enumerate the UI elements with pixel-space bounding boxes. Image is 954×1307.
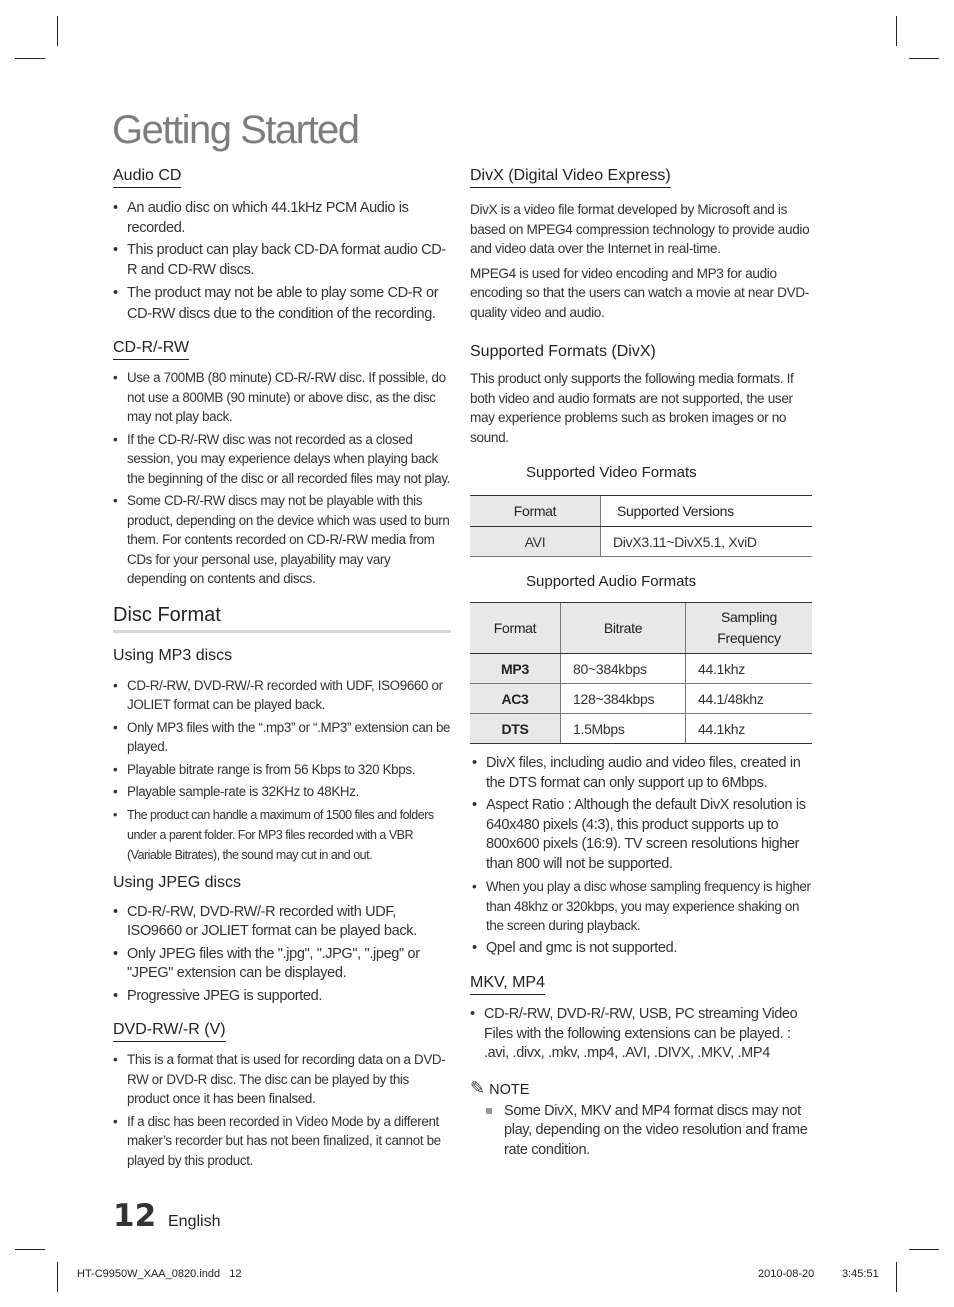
paragraph: MPEG4 is used for video encoding and MP3 for audio encoding so that the users can watch a movie at near DVD-quality video and audio. [470,265,809,320]
crop-mark [896,16,897,46]
table-cell: 80~384kbps [561,654,686,684]
list-item: • Progressive JPEG is supported. [113,987,451,1007]
paragraph: This product only supports the following media formats. If both video and audio formats are not supported, the user may experience problems such as broken images or no sound. [470,371,794,445]
section-supported-formats [470,342,812,447]
page-number: 12 [113,1198,157,1234]
table-cell: 44.1/48khz [686,684,813,714]
list-item: • Playable sample-rate is 32KHz to 48KHz. [113,782,451,802]
bullet-list [113,676,451,865]
note-heading [470,1078,812,1100]
bullet-list [470,754,812,958]
table-cell: 44.1khz [686,654,813,684]
section-heading: Supported Formats (DivX) [470,343,656,360]
table-cell: DivX3.11~DivX5.1, XviD [601,527,813,557]
paragraph: DivX is a video file format developed by Microsoft and is based on MPEG4 compression technology to provide audio and video data over the Internet in real-time. [470,202,810,256]
list-item: • DivX files, including audio and video files, created in the DTS format can only support up to 6Mbps. [472,754,812,793]
list-item: • When you play a disc whose sampling frequency is higher than 48khz or 320kbps, you may experience shaking on the screen during playback. [472,877,812,936]
section-cdr [113,338,451,589]
slug-time: 3:45:51 [842,1268,879,1280]
table-header-cell: Format [470,496,601,527]
list-item: • CD-R/-RW, DVD-RW/-R recorded with UDF, ISO9660 or JOLIET format can be played back. [113,903,451,942]
slug-file: HT-C9950W_XAA_0820.indd 12 [77,1268,242,1280]
section-dvdrw [113,1020,451,1170]
table-row [470,654,812,684]
table-row [470,714,812,744]
note-list [470,1102,812,1161]
table-cell: 44.1khz [686,714,813,744]
list-item: • The product can handle a maximum of 1500 files and folders under a parent folder. For MP3 files recorded with a VBR (Variable Bitrates), the sound may cut in and out. [113,805,451,865]
table-cell: DTS [470,714,561,744]
note-box [470,1078,812,1161]
table-cell: 128~384kbps [561,684,686,714]
list-item: • Aspect Ratio : Although the default DivX resolution is 640x480 pixels (4:3), this product supports up to 800x600 pixels (16:9). TV screen resolutions higher than 800 will not be supported. [472,796,812,874]
video-formats-table [470,495,812,557]
section-heading: CD-R/-RW [113,338,189,360]
section-disc-format [113,602,451,633]
section-heading: Audio CD [113,166,181,188]
list-item: • Only MP3 files with the “.mp3” or “.MP3” extension can be played. [113,718,451,757]
list-item: • If a disc has been recorded in Video Mode by a different maker’s recorder but has not been finalized, it cannot be played by this product. [113,1112,451,1171]
table-row [470,527,812,557]
list-item: • CD-R/-RW, DVD-RW/-R recorded with UDF, ISO9660 or JOLIET format can be played back. [113,676,451,715]
section-jpeg [113,873,451,1007]
table-header-row [470,496,812,527]
page-title: Getting Started [112,108,359,152]
audio-formats-table [470,602,812,744]
table-cell: AVI [470,527,601,557]
table-header-cell: Format [470,603,561,654]
section-audio-cd [113,166,451,325]
crop-mark [57,1262,58,1292]
table-header-cell: Bitrate [561,603,686,654]
table-cell: AC3 [470,684,561,714]
crop-mark [15,1249,45,1250]
bullet-list [470,1005,812,1064]
list-item: • Use a 700MB (80 minute) CD-R/-RW disc. If possible, do not use a 800MB (90 minute) or above disc, as the disc may not play back. [113,368,451,427]
bullet-list [113,903,451,1007]
list-item: • If the CD-R/-RW disc was not recorded as a closed session, you may experience delays when playing back the beginning of the disc or all recorded files may not play. [113,430,451,489]
pencil-icon: ✎ [470,1077,486,1098]
section-heading: MKV, MP4 [470,973,545,995]
table-caption: Supported Audio Formats [526,573,697,590]
right-column [470,166,812,1160]
table-cell: 1.5Mbps [561,714,686,744]
list-item: • The product may not be able to play some CD-R or CD-RW discs due to the condition of the recording. [113,283,451,325]
crop-mark [57,16,58,46]
table-header-row [470,603,812,654]
language-label: English [168,1213,221,1230]
table-cell: MP3 [470,654,561,684]
section-mp3 [113,646,451,865]
crop-mark [15,58,45,59]
header-line: Sampling [721,609,777,625]
section-heading: DivX (Digital Video Express) [470,166,671,188]
table-header-cell: Supported Versions [601,496,813,527]
table-caption: Supported Video Formats [526,464,697,481]
table-row [470,684,812,714]
section-mkv [470,973,812,1064]
list-item: • Qpel and gmc is not supported. [472,939,812,959]
section-divx [470,166,812,322]
slug-date: 2010-08-20 [758,1268,815,1280]
crop-mark [909,1249,939,1250]
list-item: • CD-R/-RW, DVD-R/-RW, USB, PC streaming Video Files with the following extensions can be played. : .avi, .divx, .mkv, .mp4, .AVI, .DIVX, .MKV, .MP4 [470,1005,812,1064]
crop-mark [909,58,939,59]
list-item: • An audio disc on which 44.1kHz PCM Audio is recorded. [113,199,451,238]
list-item: • Only JPEG files with the ".jpg", ".JPG", ".jpeg" or "JPEG" extension can be displayed. [113,945,451,984]
left-column [113,166,451,1173]
list-item: • This product can play back CD-DA format audio CD-R and CD-RW discs. [113,241,451,280]
section-heading: DVD-RW/-R (V) [113,1020,226,1042]
section-heading: Using JPEG discs [113,873,242,891]
bullet-list [113,199,451,325]
note-label: NOTE [489,1081,530,1098]
header-line: Frequency [717,630,781,646]
list-item: Some DivX, MKV and MP4 format discs may not play, depending on the video resolution and frame rate condition. [470,1102,812,1161]
section-heading: Disc Format [113,603,221,626]
list-item: • Some CD-R/-RW discs may not be playable with this product, depending on the device which was used to burn them. For contents recorded on CD-R/-RW media from CDs for your personal use, playability may vary depending on contents and discs. [113,491,451,589]
bullet-list [113,368,451,589]
list-item: • This is a format that is used for recording data on a DVD-RW or DVD-R disc. The disc can be played by this product once it has been finalsed. [113,1050,451,1109]
list-item: • Playable bitrate range is from 56 Kbps to 320 Kbps. [113,760,451,780]
crop-mark [896,1262,897,1292]
bullet-list [113,1050,451,1170]
table-header-cell [686,603,813,654]
section-heading: Using MP3 discs [113,646,233,664]
